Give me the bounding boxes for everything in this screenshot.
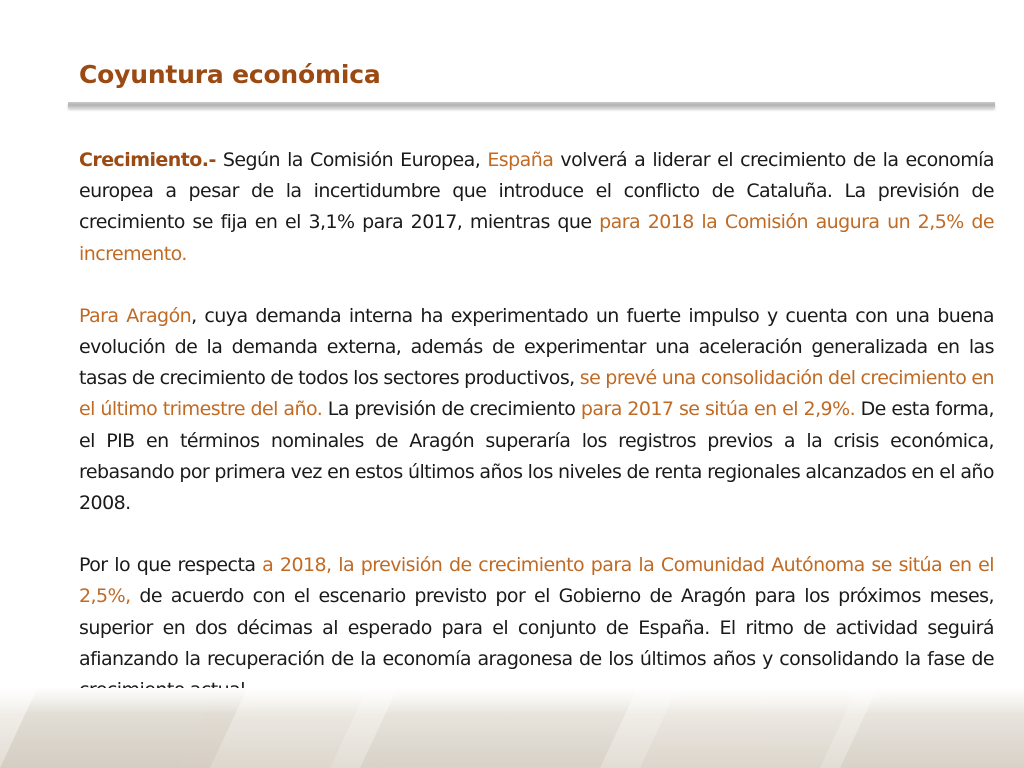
title-underline-rule [68, 102, 995, 108]
body-text: , cuya demanda interna ha experimentado un fuerte impulso y cuenta con una buena evolución de la demanda externa, además de experimentar una aceleración generalizada en las tasas de crecimiento de todos los sectores productivos, [79, 304, 994, 390]
body-text: De esta forma, el PIB en términos nominales de Aragón superaría los registros previos a la crisis económica, rebasando por primera vez en estos últimos años los niveles de renta regionales alcanzados en el año 2008. [79, 398, 994, 515]
highlight-text: a 2018, la previsión de crecimiento para la Comunidad Autónoma se sitúa en el 2,5%, [79, 554, 995, 608]
body-text: de acuerdo con el escenario previsto por el Gobierno de Aragón para los próximos meses, superior en dos décimas al esperado para el conjunto de España. El ritmo de actividad seguirá afianzando la recuperación de la economía aragonesa de los últimos años y consolidando la fase de [79, 585, 994, 670]
paragraph-2018 [79, 550, 994, 706]
highlight-text: para 2018 la Comisión augura un 2,5% de incremento. [79, 211, 994, 265]
paragraph-aragon [79, 301, 994, 519]
slide-body [79, 145, 994, 737]
body-text: Por lo que respecta [79, 554, 263, 577]
body-text: Según la Comisión Europea, [215, 149, 488, 171]
highlight-text: para 2017 se sitúa en el 2,9%. [580, 398, 856, 421]
paragraph-crecimiento [79, 145, 994, 270]
highlight-text: Para Aragón [79, 304, 192, 327]
highlight-text: se prevé una consolidación del crecimiento en el último trimestre del año. [79, 367, 994, 421]
highlight-text: España [487, 149, 554, 171]
body-text: La previsión de crecimiento [322, 398, 581, 421]
slide-title: Coyuntura económica [79, 60, 381, 89]
lead-label: Crecimiento.- [79, 149, 216, 171]
band-fade [0, 688, 1024, 714]
body-text: volverá a liderar el crecimiento de la economía europea a pesar de la incertidumbre que introduce el conflicto de Cataluña. La previsión de crecimiento se fija en el 3,1% para 2017, mientras que [79, 149, 995, 234]
decorative-bottom-band [0, 688, 1024, 768]
